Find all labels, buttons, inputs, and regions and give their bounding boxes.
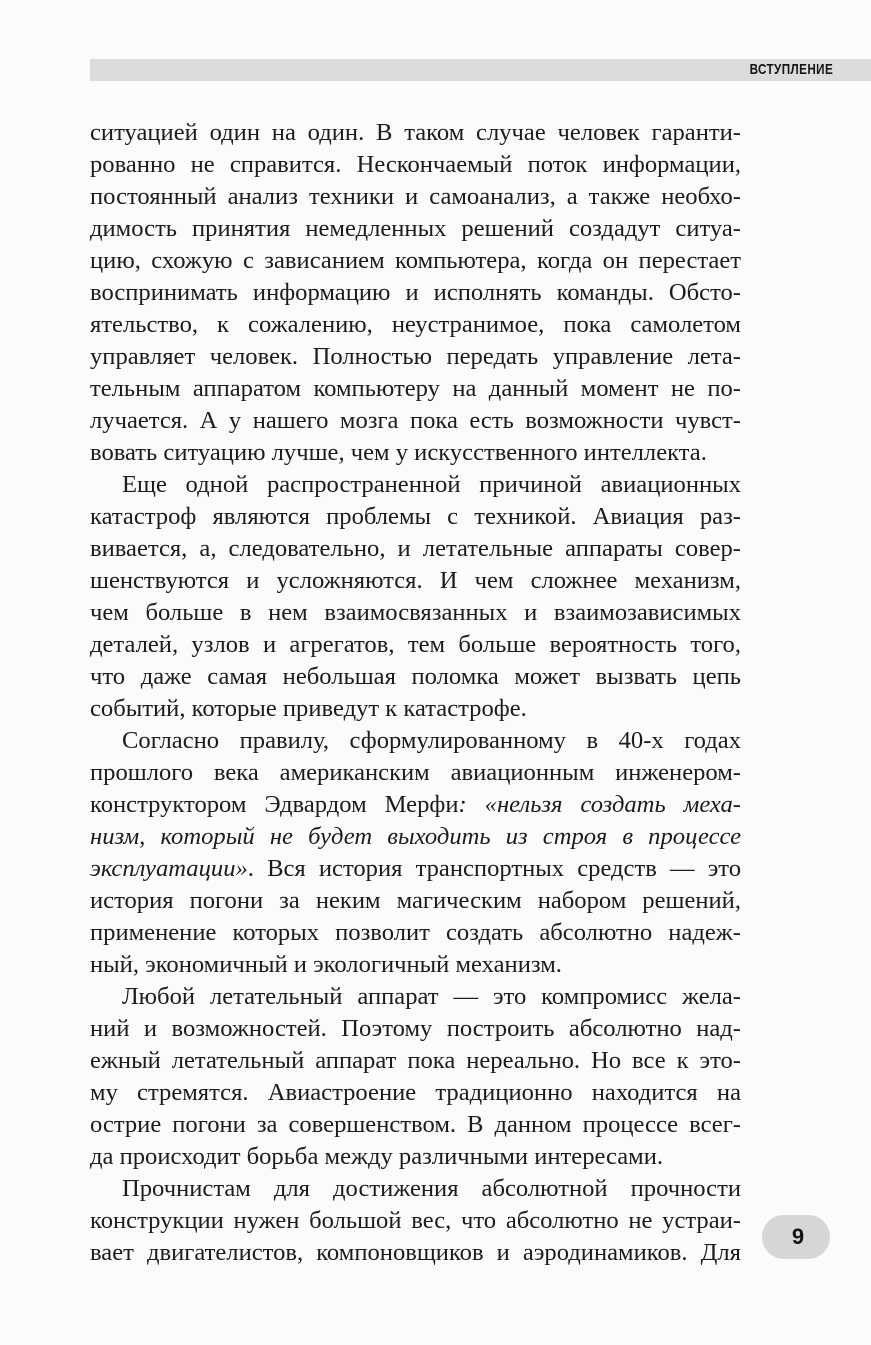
text-line: воспринимать информацию и исполнять команды. Обсто-: [90, 279, 741, 306]
text-line: событий, которые приведут к катастрофе.: [90, 695, 527, 722]
text-line: вивается, а, следовательно, и летательные аппараты совер-: [90, 535, 741, 562]
text-line: Прочнистам для достижения абсолютной прочности: [122, 1175, 741, 1202]
text-line: что даже самая небольшая поломка может вызвать цепь: [90, 663, 741, 690]
running-header-title: ВСТУПЛЕНИЕ: [749, 61, 833, 78]
text-line: история погони за неким магическим набором решений,: [90, 887, 741, 914]
text-line: чем больше в нем взаимосвязанных и взаимозависимых: [90, 599, 741, 626]
running-header-bar: [90, 59, 871, 81]
text-line: димость принятия немедленных решений создадут ситуа-: [90, 215, 741, 242]
text-line: Согласно правилу, сформулированному в 40-х годах: [122, 727, 741, 754]
text-line: рованно не справится. Нескончаемый поток информации,: [90, 151, 741, 178]
body-text: [90, 117, 741, 1269]
text-line: цию, схожую с зависанием компьютера, когда он перестает: [90, 247, 741, 274]
text-run: конструктором Эдвардом Мерфи: [90, 791, 459, 818]
text-run: . Вся история транспортных средств — это: [247, 855, 741, 882]
text-line: деталей, узлов и агрегатов, тем больше вероятность того,: [90, 631, 741, 658]
text-line: [90, 853, 741, 885]
text-line: ный, экономичный и экологичный механизм.: [90, 951, 562, 978]
italic-quote: эксплуатации»: [90, 855, 248, 882]
text-line: ситуацией один на один. В таком случае человек гаранти-: [90, 119, 741, 146]
text-line: острие погони за совершенством. В данном процессе всег-: [90, 1111, 741, 1138]
page-number: 9: [791, 1224, 805, 1249]
text-line: да происходит борьба между различными интересами.: [90, 1143, 664, 1170]
text-line: Еще одной распространенной причиной авиационных: [122, 471, 741, 498]
text-line: [90, 789, 741, 821]
text-line: постоянный анализ техники и самоанализ, а также необхо-: [90, 183, 741, 210]
text-line: прошлого века американским авиационным инженером-: [90, 759, 741, 786]
text-line: ежный летательный аппарат пока нереально. Но все к это-: [90, 1047, 741, 1074]
text-line: шенствуются и усложняются. И чем сложнее механизм,: [90, 567, 741, 594]
text-line: вовать ситуацию лучше, чем у искусственного интеллекта.: [90, 439, 707, 466]
text-line: тельным аппаратом компьютеру на данный момент не по-: [90, 375, 741, 402]
text-line: лучается. А у нашего мозга пока есть возможности чувст-: [90, 407, 741, 434]
text-line: му стремятся. Авиастроение традиционно находится на: [90, 1079, 741, 1106]
text-line: применение которых позволит создать абсолютно надеж-: [90, 919, 741, 946]
italic-quote: : «нельзя создать меха-: [458, 791, 741, 818]
text-line: вает двигателистов, компоновщиков и аэродинамиков. Для: [90, 1239, 741, 1266]
text-line: управляет человек. Полностью передать управление лета-: [90, 343, 741, 370]
text-line: [90, 821, 741, 853]
text-line: ятельство, к сожалению, неустранимое, пока самолетом: [90, 311, 741, 338]
text-line: конструкции нужен большой вес, что абсолютно не устраи-: [90, 1207, 741, 1234]
text-line: ний и возможностей. Поэтому построить абсолютно над-: [90, 1015, 741, 1042]
page-number-badge: [762, 1215, 830, 1259]
text-line: катастроф являются проблемы с техникой. Авиация раз-: [90, 503, 741, 530]
italic-quote: низм, который не будет выходить из строя в процессе: [90, 823, 741, 850]
text-line: Любой летательный аппарат — это компромисс жела-: [122, 983, 741, 1010]
